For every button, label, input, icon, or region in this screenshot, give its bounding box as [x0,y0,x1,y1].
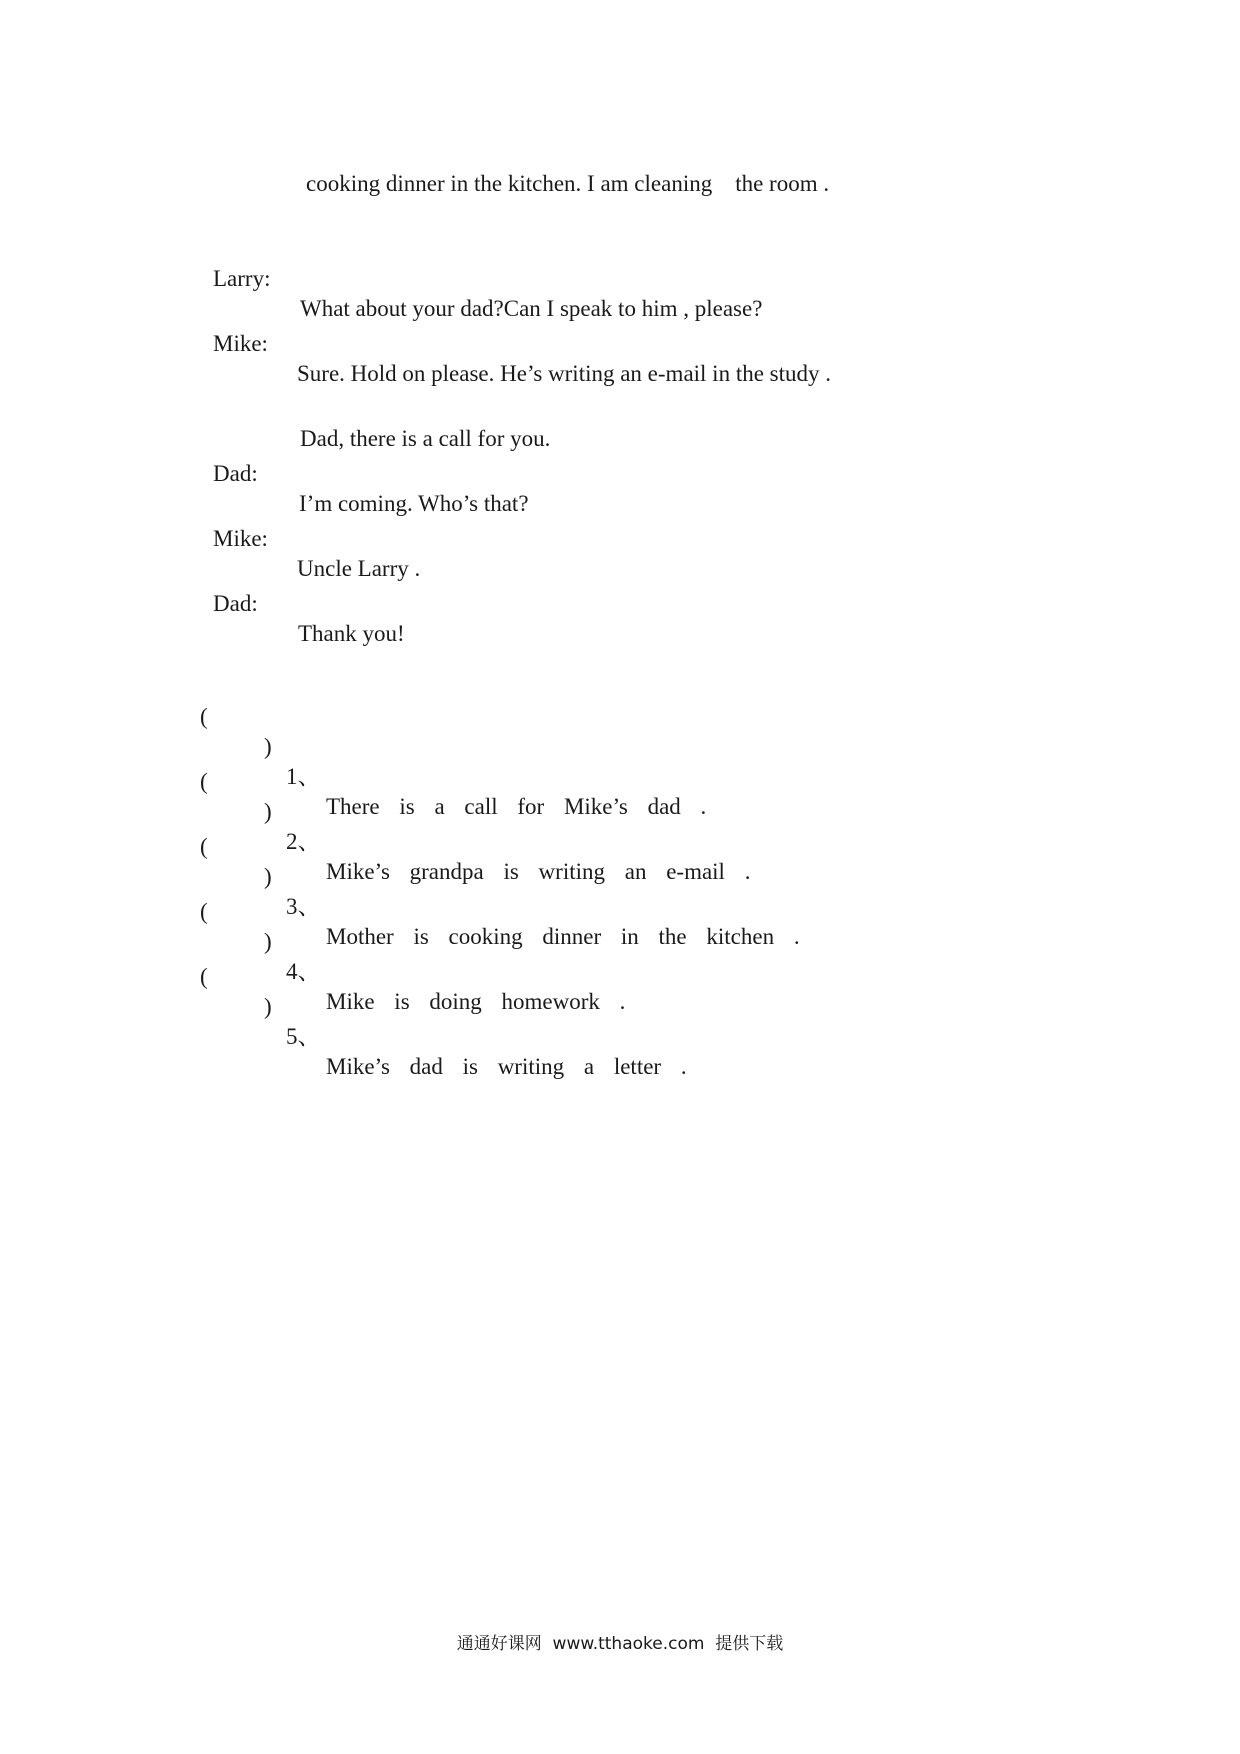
answer-blank-close: ) [264,734,272,759]
question-number: 2、 [286,829,321,854]
speaker-label: Larry: [213,266,271,291]
question-text: Mike’s grandpa is writing an e-mail . [326,859,751,884]
question-number: 1、 [286,764,321,789]
dialogue-continuation: cooking dinner in the kitchen. I am cleaning the room . [306,171,830,196]
answer-blank-open[interactable]: ( [200,704,208,729]
answer-blank-open[interactable]: ( [200,834,208,859]
question-number: 4、 [286,959,321,984]
dialogue-text: Uncle Larry . [297,556,421,581]
dialogue-text: Sure. Hold on please. He’s writing an e-mail in the study . [297,361,832,386]
question-text: Mother is cooking dinner in the kitchen . [326,924,800,949]
question-text: Mike is doing homework . [326,989,626,1014]
page-footer: 通通好课网 www.tthaoke.com 提供下载 [456,1634,784,1654]
question-number: 5、 [286,1024,321,1049]
speaker-label: Dad: [213,461,258,486]
speaker-label: Mike: [213,526,268,551]
answer-blank-close: ) [264,799,272,824]
answer-blank-close: ) [264,929,272,954]
question-number: 3、 [286,894,321,919]
answer-blank-close: ) [264,994,272,1019]
question-item [0,932,1240,1112]
answer-blank-open[interactable]: ( [200,769,208,794]
question-text: There is a call for Mike’s dad . [326,794,707,819]
dialogue-line [0,559,1240,679]
speaker-label: Mike: [213,331,268,356]
answer-blank-close: ) [264,864,272,889]
dialogue-text: I’m coming. Who’s that? [299,491,529,516]
speaker-label: Dad: [213,591,258,616]
dialogue-text: Thank you! [298,621,405,646]
answer-blank-open[interactable]: ( [200,964,208,989]
answer-blank-open[interactable]: ( [200,899,208,924]
question-text: Mike’s dad is writing a letter . [326,1054,687,1079]
dialogue-text: What about your dad?Can I speak to him , please? [300,296,763,321]
dialogue-text: Dad, there is a call for you. [300,426,551,451]
